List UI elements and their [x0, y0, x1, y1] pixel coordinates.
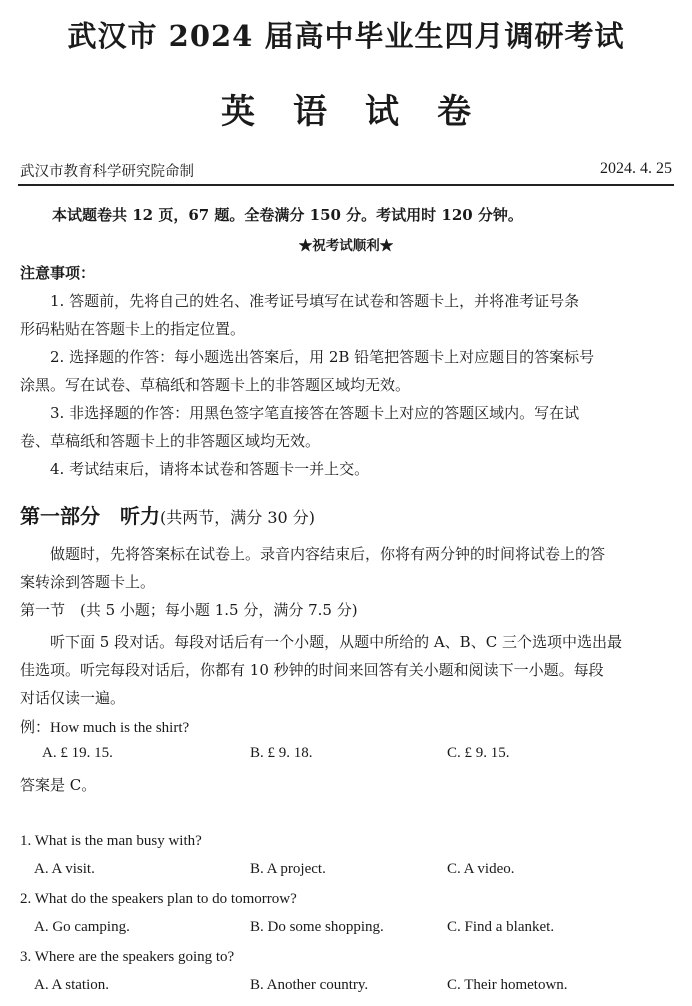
section-one-instruction: 佳选项。听完每段对话后，你都有 10 秒钟的时间来回答有关小题和阅读下一小题。每段 [20, 661, 604, 679]
exam-date: 2024. 4. 25 [600, 160, 672, 177]
organizer-label: 武汉市教育科学研究院命制 [20, 164, 194, 180]
part-one-note: (共两节，满分 30 分) [160, 508, 316, 527]
question-2-option-b: B. Do some shopping. [250, 919, 384, 935]
notice-heading: 注意事项： [20, 264, 96, 282]
notice-line: 1. 答题前，先将自己的姓名、准考证号填写在试卷和答题卡上，并将准考证号条 [50, 292, 580, 310]
part-one-instruction: 做题时，先将答案标在试卷上。录音内容结束后，你将有两分钟的时间将试卷上的答 [50, 545, 606, 563]
example-option-c: C. £ 9. 15. [447, 745, 510, 761]
notice-line: 3. 非选择题的作答：用黑色签字笔直接答在答题卡上对应的答题区域内。写在试 [50, 404, 580, 422]
header-divider [18, 184, 674, 186]
example-option-a: A. £ 19. 15. [42, 745, 113, 761]
example-question: 例：How much is the shirt? [20, 720, 190, 736]
question-3: 3. Where are the speakers going to? [20, 949, 235, 965]
notice-line: 2. 选择题的作答：每小题选出答案后，用 2B 铅笔把答题卡上对应题目的答案标号 [50, 348, 595, 366]
question-3-option-b: B. Another country. [250, 977, 369, 993]
part-one-heading [20, 500, 315, 529]
exam-title: 武汉市 2024 届高中毕业生四月调研考试 [67, 19, 625, 53]
part-one-title: 第一部分 听力 [20, 504, 160, 528]
part-one-instruction: 案转涂到答题卡上。 [20, 573, 156, 591]
blessing-line: ★祝考试顺利★ [298, 238, 394, 254]
question-3-option-c: C. Their hometown. [447, 977, 568, 993]
question-1: 1. What is the man busy with? [20, 833, 202, 849]
question-3-option-a: A. A station. [34, 977, 110, 993]
notice-line: 卷、草稿纸和答题卡上的非答题区域均无效。 [20, 432, 321, 450]
section-one-instruction: 听下面 5 段对话。每段对话后有一个小题，从题中所给的 A、B、C 三个选项中选出最 [50, 633, 622, 651]
section-one-instruction: 对话仅读一遍。 [20, 689, 126, 707]
notice-line: 4. 考试结束后，请将本试卷和答题卡一并上交。 [50, 460, 370, 478]
exam-scope: 本试题卷共 12 页，67 题。全卷满分 150 分。考试用时 120 分钟。 [52, 206, 523, 224]
question-1-option-c: C. A video. [447, 861, 515, 877]
example-answer: 答案是 C。 [20, 776, 97, 794]
question-2-option-c: C. Find a blanket. [447, 919, 555, 935]
example-option-b: B. £ 9. 18. [250, 745, 313, 761]
question-1-option-b: B. A project. [250, 861, 326, 877]
section-one-title: 第一节 (共 5 小题；每小题 1.5 分，满分 7.5 分) [20, 601, 358, 619]
question-2-option-a: A. Go camping. [34, 919, 130, 935]
notice-line: 形码粘贴在答题卡上的指定位置。 [20, 320, 246, 338]
notice-line: 涂黑。写在试卷、草稿纸和答题卡上的非答题区域均无效。 [20, 376, 411, 394]
subject-title: 英语试卷 [221, 92, 509, 132]
question-1-option-a: A. A visit. [34, 861, 95, 877]
question-2: 2. What do the speakers plan to do tomorrow? [20, 891, 297, 907]
